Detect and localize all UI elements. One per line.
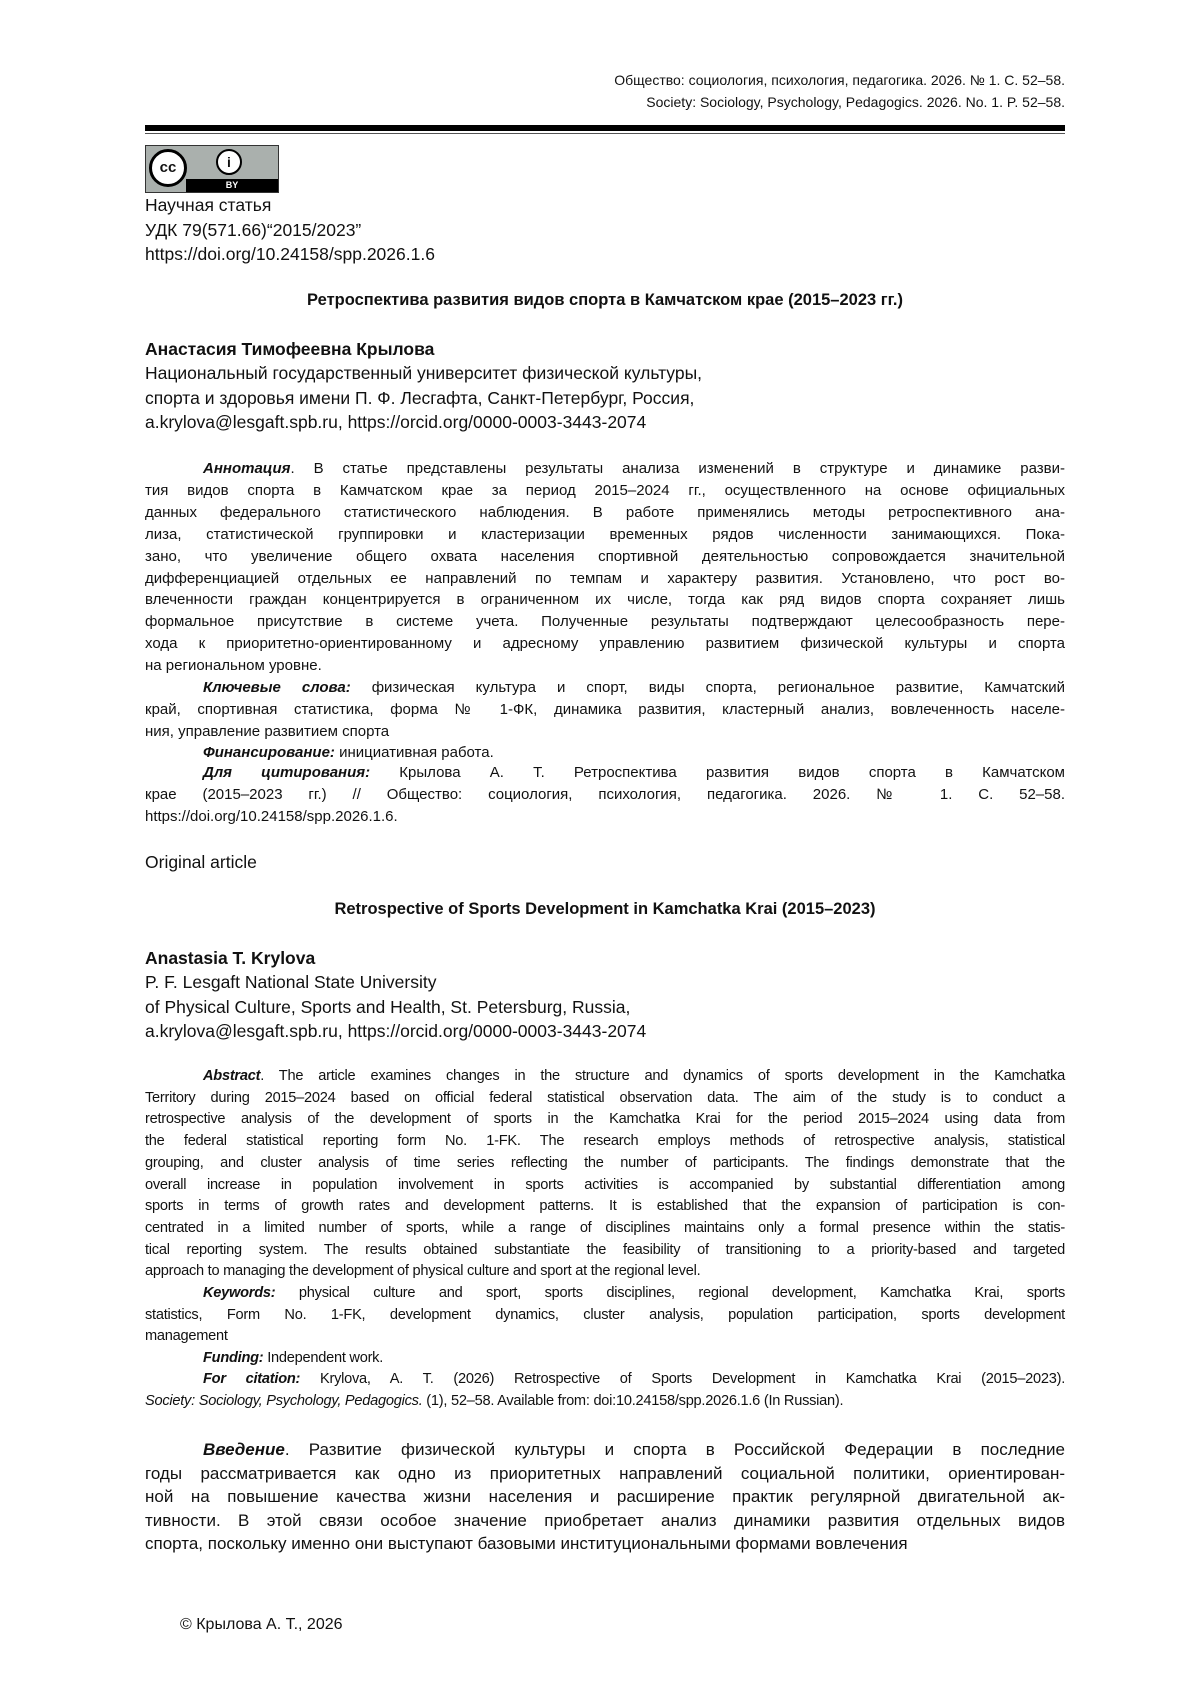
line-text: Independent work. — [263, 1350, 384, 1366]
text-line — [145, 1088, 1065, 1110]
text-line — [145, 1175, 1065, 1197]
keywords-ru — [145, 677, 1065, 743]
introduction — [145, 1438, 1065, 1556]
text-line — [145, 1261, 1065, 1283]
section-label: Для цитирования: — [203, 764, 371, 781]
text-line — [145, 546, 1065, 568]
affiliation-line: P. F. Lesgaft National State University — [145, 972, 437, 992]
text-line — [145, 1283, 1065, 1305]
text-line — [145, 721, 1065, 743]
journal-header-en: Society: Sociology, Psychology, Pedagogics. 2026. No. 1. P. 52–58. — [646, 94, 1065, 110]
section-label: Финансирование: — [203, 744, 335, 761]
text-line — [145, 806, 1065, 828]
line-text: https://doi.org/10.24158/spp.2026.1.6. — [145, 807, 398, 825]
line-text: физическая культура и спорт, виды спорта, региональное развитие, Камчатский — [350, 679, 1065, 696]
line-text: Крылова А. Т. Ретроспектива развития видов спорта в Камчатском — [370, 764, 1065, 781]
section-label: For citation: — [203, 1371, 301, 1387]
text-line — [145, 1305, 1065, 1327]
cc-icon: cc — [149, 149, 187, 187]
text-line — [145, 742, 1065, 764]
by-label: BY — [186, 179, 278, 192]
text-line — [145, 1462, 1065, 1486]
article-type: Научная статья — [145, 195, 272, 215]
line-text: спорта, поскольку именно они выступают базовыми институциональными формами вовлечения — [145, 1534, 908, 1554]
line-text: крае (2015–2023 гг.) // Общество: социология, психология, педагогика. 2026. № 1. С. 52–58. — [145, 785, 1065, 803]
line-text: . В статье представлены результаты анализа изменений в структуре и динамике разви- — [290, 460, 1065, 477]
line-text: centrated in a limited number of sports, while a range of disciplines maintains only a formal presence within the statis- — [145, 1219, 1065, 1236]
line-text: the federal statistical reporting form No. 1-FK. The research employs methods of retrospective analysis, statistical — [145, 1133, 1065, 1150]
text-line — [145, 1109, 1065, 1131]
section-label: Keywords: — [203, 1285, 276, 1301]
funding-en — [145, 1348, 1065, 1370]
author-contacts[interactable]: a.krylova@lesgaft.spb.ru, https://orcid.org/0000-0003-3443-2074 — [145, 412, 647, 432]
line-text: retrospective analysis of the development of sports in the Kamchatka Krai for the period 2015–2024 using data from — [145, 1111, 1065, 1128]
doi-link[interactable]: https://doi.org/10.24158/spp.2026.1.6 — [145, 244, 435, 264]
author-name-ru: Анастасия Тимофеевна Крылова — [145, 339, 435, 359]
article-meta-ru — [145, 193, 435, 267]
line-text: overall increase in population involvement in sports activities is accompanied by substantial differentiation among — [145, 1176, 1065, 1193]
author-name-en: Anastasia T. Krylova — [145, 948, 316, 968]
affiliation-line: Национальный государственный университет физической культуры, — [145, 363, 703, 383]
section-label: Введение — [203, 1440, 285, 1459]
affiliation-line: of Physical Culture, Sports and Health, St. Petersburg, Russia, — [145, 996, 631, 1017]
text-line — [145, 1438, 1065, 1462]
funding-ru — [145, 742, 1065, 764]
header-rule-thin — [145, 133, 1065, 134]
line-text: годы рассматривается как одно из приоритетных направлений социальной политики, ориентирован- — [145, 1463, 1065, 1483]
attribution-icon: i — [216, 149, 242, 175]
line-text: Territory during 2015–2024 based on official federal statistical observation data. The aim of the study is to conduct a — [145, 1089, 1065, 1106]
text-line — [145, 1326, 1065, 1348]
line-text: инициативная работа. — [334, 744, 494, 761]
section-label: Funding: — [203, 1350, 264, 1366]
text-line — [145, 1532, 1065, 1556]
line-text: physical culture and sport, sports disciplines, regional development, Kamchatka Krai, sports — [275, 1285, 1065, 1301]
line-text: grouping, and cluster analysis of time series reflecting the number of participants. The findings demonstrate that the — [145, 1154, 1065, 1171]
article-type-en: Original article — [145, 852, 257, 872]
text-line — [145, 762, 1065, 784]
text-line — [145, 655, 1065, 677]
text-line — [145, 1066, 1065, 1088]
copyright: © Крылова А. Т., 2026 — [180, 1616, 343, 1633]
text-line — [145, 589, 1065, 611]
text-line — [145, 1369, 1065, 1391]
udc-code: УДК 79(571.66)“2015/2023” — [145, 219, 362, 240]
line-text: approach to managing the development of physical culture and sport at the regional level. — [145, 1263, 701, 1280]
text-line — [145, 480, 1065, 502]
line-text: тивности. В этой связи особое значение приобретает анализ динамики развития отдельных видов — [145, 1510, 1065, 1530]
line-text: на региональном уровне. — [145, 657, 322, 675]
text-line — [145, 1485, 1065, 1509]
text-line — [145, 1240, 1065, 1262]
line-text: формальное присутствие в системе учета. Полученные результаты подтверждают целесообразность пере- — [145, 613, 1065, 631]
line-text: зано, что увеличение общего охвата населения спортивной деятельностью сопровождается значительной — [145, 547, 1065, 565]
text-line — [145, 784, 1065, 806]
line-text: (1), 52–58. Available from: doi:10.24158/spp.2026.1.6 (In Russian). — [422, 1392, 844, 1409]
text-line — [145, 677, 1065, 699]
section-label: Ключевые слова: — [203, 679, 351, 696]
text-line — [145, 1153, 1065, 1175]
text-line — [145, 524, 1065, 546]
abstract-en — [145, 1066, 1065, 1283]
article-title-ru: Ретроспектива развития видов спорта в Камчатском крае (2015–2023 гг.) — [307, 291, 903, 309]
text-line — [145, 1391, 1065, 1413]
author-affiliation-ru — [145, 361, 702, 435]
line-text: дифференциацией отдельных ее направлений по темпам и характеру развития. Установлено, что рост во- — [145, 569, 1065, 587]
author-contacts[interactable]: a.krylova@lesgaft.spb.ru, https://orcid.org/0000-0003-3443-2074 — [145, 1021, 647, 1041]
journal-header-ru: Общество: социология, психология, педагогика. 2026. № 1. С. 52–58. — [614, 72, 1065, 88]
line-text: . Развитие физической культуры и спорта в Российской Федерации в последние — [284, 1440, 1065, 1459]
text-line — [145, 1218, 1065, 1240]
text-line — [145, 611, 1065, 633]
cc-by-icon[interactable] — [145, 145, 279, 193]
affiliation-line: спорта и здоровья имени П. Ф. Лесгафта, Санкт-Петербург, Россия, — [145, 387, 695, 408]
text-line — [145, 502, 1065, 524]
section-label: Аннотация — [203, 460, 291, 477]
line-text: ной на повышение качества жизни населения и расширение практик регулярной двигательной ак- — [145, 1487, 1065, 1507]
citation-ru — [145, 762, 1065, 828]
text-line — [145, 458, 1065, 480]
annotation-ru — [145, 458, 1065, 677]
line-text: тия видов спорта в Камчатском крае за период 2015–2024 гг., осуществленного на основе официальных — [145, 481, 1065, 499]
text-line — [145, 1131, 1065, 1153]
line-text: Krylova, A. T. (2026) Retrospective of Sports Development in Kamchatka Krai (2015–2023). — [300, 1371, 1065, 1387]
article-title-en: Retrospective of Sports Development in Kamchatka Krai (2015–2023) — [334, 900, 876, 918]
line-text: sports in terms of growth rates and development patterns. It is established that the expansion of participation is con- — [145, 1198, 1065, 1215]
text-line — [145, 1348, 1065, 1370]
text-line — [145, 1509, 1065, 1533]
line-text: ния, управление развитием спорта — [145, 722, 390, 740]
line-text: . The article examines changes in the structure and dynamics of sports development in the Kamchatka — [260, 1068, 1065, 1084]
journal-name-italic: Society: Sociology, Psychology, Pedagogics. — [145, 1392, 423, 1409]
line-text: tical reporting system. The results obtained substantiate the feasibility of transitioning to a priority-based and targeted — [145, 1241, 1065, 1258]
citation-en — [145, 1369, 1065, 1412]
section-label: Abstract — [203, 1068, 261, 1084]
line-text: данных федерального статистического наблюдения. В работе применялись методы ретроспективного ана- — [145, 503, 1065, 521]
line-text: хода к приоритетно-ориентированному и адресному управлению развитием физической культуры и спорта — [145, 635, 1065, 653]
text-line — [145, 1196, 1065, 1218]
header-rule — [145, 125, 1065, 131]
line-text: лиза, статистической группировки и кластеризации временных рядов численности занимающихся. Пока- — [145, 525, 1065, 543]
line-text: management — [145, 1328, 228, 1345]
text-line — [145, 699, 1065, 721]
text-line — [145, 633, 1065, 655]
line-text: statistics, Form No. 1-FK, development dynamics, cluster analysis, population participation, sports development — [145, 1306, 1065, 1323]
text-line — [145, 568, 1065, 590]
author-affiliation-en — [145, 970, 646, 1044]
line-text: влеченности граждан концентрируется в ограниченном их числе, тогда как ряд видов спорта сохраняет лишь — [145, 591, 1065, 609]
line-text: край, спортивная статистика, форма № 1-ФК, динамика развития, кластерный анализ, вовлеченность населе- — [145, 700, 1065, 718]
keywords-en — [145, 1283, 1065, 1348]
